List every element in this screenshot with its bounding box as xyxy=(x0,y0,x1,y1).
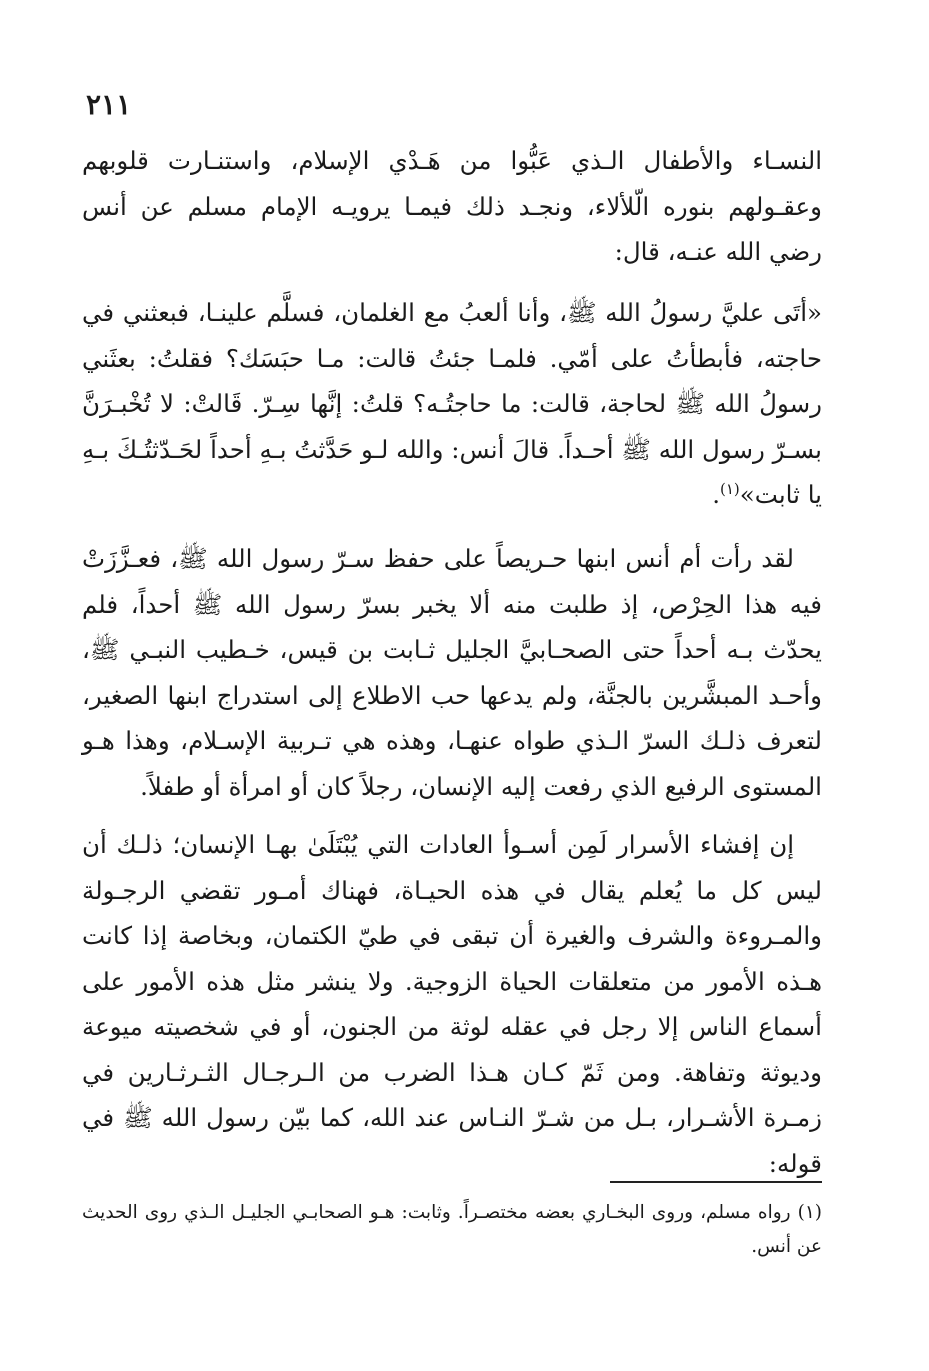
footnote xyxy=(82,1196,822,1264)
footnote-divider xyxy=(610,1181,822,1183)
paragraph-secrets-text: إن إفشاء الأسرار لَمِن أسـوأ العادات التي يُبْتَلَىٰ بهـا الإنسان؛ ذلـك أن ليس كل ما يُعلم يقال في هذه الحيـاة، فهناك أمـور تقضي الرجـولة والمـروءة والشرف والغيرة أن تبقى في طيّ الكتمان، وبخاصة إذا كانت هـذه الأمور من متعلقات الحياة الزوجية. ولا ينشر مثل هذه الأمور على أسماع الناس إلا رجل في عقله لوثة من الجنون، أو في شخصيته ميوعة وديوثة وتفاهة. ومن ثَمّ كـان هـذا الضرب من الـرجـال الثـرثـارين في زمـرة الأشـرار، بـل من شـرّ النـاس عند الله، كما بيّن رسول الله ﷺ في قوله: xyxy=(82,830,822,1178)
footnote-reference[interactable]: (١) xyxy=(719,479,740,498)
paragraph-commentary-text: لقد رأت أم أنس ابنها حـريصاً على حفظ سـرّ رسول الله ﷺ، فعـزَّزَتْ فيه هذا الحِرْص، إذ طلبت منه ألا يخبر بسرّ رسول الله ﷺ أحداً، فلم يحدّث بـه أحداً حتى الصحـابيَّ الجليل ثـابت بن قيس، خـطيب النبـي ﷺ، وأحـد المبشَّرين بالجنَّة، ولم يدعها حب الاطلاع إلى استدراج ابنها الصغير، لتعرف ذلـك السرّ الـذي طواه عنهـا، وهذه هي تـربية الإسـلام، وهذا هـو المستوى الرفيع الذي رفعت إليه الإنسان، رجلاً كان أو امرأة أو طفلاً. xyxy=(82,544,822,801)
paragraph-intro-text: النسـاء والأطفال الـذي عَبُّوا من هَـدْي الإسلام، واستنـارت قلوبهم وعقـولهم بنوره الّلألاء، ونجـد ذلك فيمـا يرويـه الإمام مسلم عن أنس رضي الله عنـه، قال: xyxy=(82,146,822,266)
hadith-quote-text xyxy=(82,290,822,518)
page-number: ٢١١ xyxy=(86,88,132,121)
hadith-quote xyxy=(82,290,822,518)
footnote-text: (١) رواه مسلم، وروى البخـاري بعضه مختصـراً. وثابت: هـو الصحابـي الجليـل الـذي روى الحديث عن أنس. xyxy=(82,1202,822,1257)
hadith-quote-end: . xyxy=(712,480,720,509)
hadith-quote-body: «أتَى عليَّ رسولُ الله ﷺ، وأنا ألعبُ مع الغلمان، فسلَّم علينـا، فبعثني في حاجته، فأبطأتُ على أمّي. فلمـا جئتُ قالت: مـا حبَسَك؟ فقلتُ: بعثَني رسولُ الله ﷺ لحاجة، قالت: ما حاجتُـه؟ قلتُ: إنَّها سِـرّ. قَالتْ: لا تُخْبـرَنَّ بسـرّ رسول الله ﷺ أحـداً. قالَ أنس: والله لـو حَدَّثتُ بـهِ أحداً لحَـدّثتُـكَ بـهِ يا ثابت» xyxy=(82,298,822,509)
paragraph-intro xyxy=(82,138,822,275)
paragraph-commentary xyxy=(82,536,822,809)
paragraph-secrets xyxy=(82,822,822,1186)
